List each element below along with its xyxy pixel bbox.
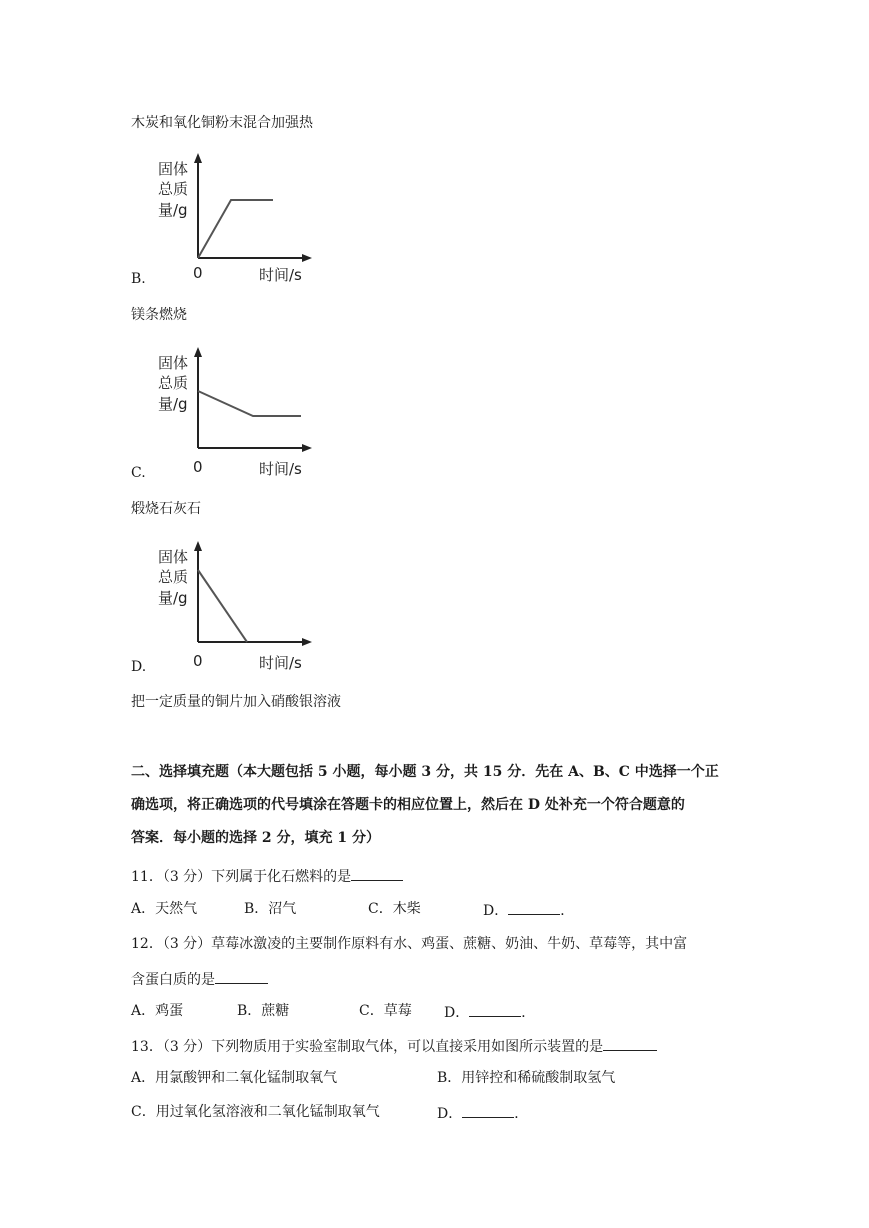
- q12-option-d-end: ．: [521, 1005, 536, 1021]
- option-b-letter: B.: [131, 271, 146, 287]
- x-label: 时间/s: [259, 266, 302, 284]
- option-c-caption: 煅烧石灰石: [131, 501, 201, 517]
- q11-option-d: [483, 900, 574, 920]
- graph-d: [155, 538, 335, 672]
- origin-label: 0: [193, 458, 203, 476]
- q12-option-b: B．蔗糖: [237, 1003, 290, 1019]
- origin-label: 0: [193, 652, 203, 670]
- q13-stem: [131, 1036, 657, 1056]
- option-c-letter: C.: [131, 465, 146, 481]
- x-axis-arrow: [302, 444, 312, 452]
- y-label-1: 固体: [158, 354, 189, 372]
- q12-stem-line-2: [131, 969, 268, 989]
- q11-option-d-label: D．: [483, 903, 509, 919]
- q13-option-d-end: ．: [514, 1106, 529, 1122]
- y-label-2: 总质: [158, 180, 189, 198]
- y-label-1: 固体: [158, 160, 189, 178]
- option-b-caption: 镁条燃烧: [131, 307, 187, 323]
- origin-label: 0: [193, 264, 203, 282]
- q11-option-a: A．天然气: [131, 901, 198, 917]
- q11-option-c: C．木柴: [368, 901, 421, 917]
- mass-curve: [198, 570, 247, 642]
- x-axis-arrow: [302, 254, 312, 262]
- graph-b: [155, 150, 335, 284]
- q12-option-a: A．鸡蛋: [131, 1003, 184, 1019]
- q11-option-d-end: ．: [560, 903, 575, 919]
- y-label-3: 量/g: [158, 589, 188, 607]
- q11-option-b: B．沼气: [244, 901, 297, 917]
- option-d-letter: D.: [131, 659, 147, 675]
- y-label-1: 固体: [158, 548, 189, 566]
- x-axis-arrow: [302, 638, 312, 646]
- y-axis-arrow: [194, 153, 202, 163]
- q12-option-c: C．草莓: [359, 1003, 412, 1019]
- option-a-caption: 木炭和氧化铜粉末混合加强热: [131, 115, 313, 131]
- option-d-caption: 把一定质量的铜片加入硝酸银溶液: [131, 694, 341, 710]
- section-heading-line-2: 确选项，将正确选项的代号填涂在答题卡的相应位置上，然后在 D 处补充一个符合题意的: [131, 797, 685, 813]
- mass-curve: [198, 200, 273, 258]
- x-label: 时间/s: [259, 460, 302, 478]
- q12-option-d-label: D．: [444, 1005, 470, 1021]
- q11-stem: [131, 866, 403, 886]
- section-heading-line-3: 答案．每小题的选择 2 分，填充 1 分）: [131, 830, 380, 846]
- q13-option-d-label: D．: [437, 1106, 463, 1122]
- y-axis-arrow: [194, 541, 202, 551]
- q13-option-d: [437, 1103, 528, 1123]
- q12-option-d: [444, 1002, 535, 1022]
- q12-option-d-blank[interactable]: [469, 1002, 521, 1017]
- q13-option-d-blank[interactable]: [462, 1103, 514, 1118]
- q13-option-c: C．用过氧化氢溶液和二氧化锰制取氧气: [131, 1104, 380, 1120]
- y-label-2: 总质: [158, 374, 189, 392]
- q12-stem-line-1: 12．（3 分）草莓冰激凌的主要制作原料有水、鸡蛋、蔗糖、奶油、牛奶、草莓等，其中富: [131, 936, 688, 952]
- graph-c: [155, 344, 335, 478]
- q11-answer-blank[interactable]: [351, 866, 403, 881]
- q12-answer-blank[interactable]: [215, 969, 268, 984]
- q11-stem-text: 11．（3 分）下列属于化石燃料的是: [131, 869, 352, 885]
- q13-option-b: B．用锌控和稀硫酸制取氢气: [437, 1070, 616, 1086]
- y-label-2: 总质: [158, 568, 189, 586]
- q13-answer-blank[interactable]: [603, 1036, 657, 1051]
- q11-option-d-blank[interactable]: [508, 900, 560, 915]
- q12-stem-text: 含蛋白质的是: [131, 972, 215, 988]
- y-label-3: 量/g: [158, 201, 188, 219]
- x-label: 时间/s: [259, 654, 302, 672]
- section-heading-line-1: 二、选择填充题（本大题包括 5 小题，每小题 3 分，共 15 分．先在 A、B、C 中选择一个正: [131, 764, 719, 780]
- y-label-3: 量/g: [158, 395, 188, 413]
- y-axis-arrow: [194, 347, 202, 357]
- mass-curve: [198, 391, 301, 416]
- q13-option-a: A．用氯酸钾和二氧化锰制取氧气: [131, 1070, 338, 1086]
- q13-stem-text: 13．（3 分）下列物质用于实验室制取气体，可以直接采用如图所示装置的是: [131, 1039, 604, 1055]
